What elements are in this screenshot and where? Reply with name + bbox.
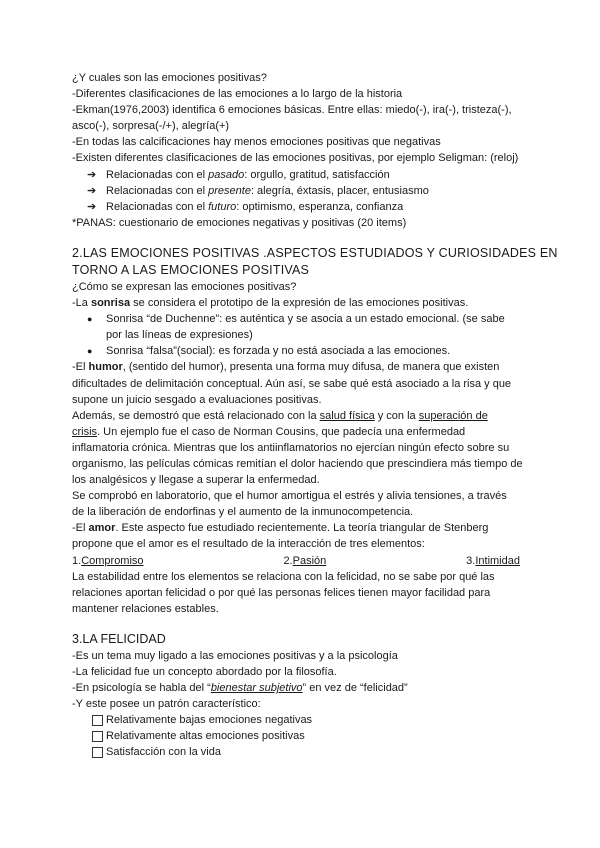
checkbox-icon[interactable] (92, 715, 103, 726)
triangle-elements (72, 553, 520, 569)
amor-line: -El amor. Este aspecto fue estudiado recientemente. La teoría triangular de Stenberg (72, 522, 489, 535)
bullet-icon: ● (87, 314, 93, 325)
ademas-line: inflamatoria crónica. Mientras que los antiinflamatorios no ejercían ningún efecto sobre su (72, 441, 510, 454)
checkbox-icon[interactable] (92, 731, 103, 742)
arrow-icon: ➔ (87, 200, 97, 213)
s1-line: -Diferentes clasificaciones de las emociones a lo largo de la historia (72, 88, 403, 101)
ademas-line: organismo, las películas cómicas remitían el dolor haciendo que prescindiera más tiempo de (72, 457, 523, 470)
sonrisa-line: -La sonrisa se considera el prototipo de la expresión de las emociones positivas. (72, 297, 469, 310)
bullet-item: ● Sonrisa “de Duchenne”: es auténtica y se asocia a un estado emocional. (se sabe por las líneas de expresiones) (87, 313, 505, 342)
estabilidad-line: La estabilidad entre los elementos se relaciona con la felicidad, no se sabe por qué las (72, 570, 495, 583)
s1-line: -En todas las calcificaciones hay menos emociones positivas que negativas (72, 136, 441, 149)
section-3-title: 3.LA FELICIDAD (72, 631, 166, 646)
s2-question: ¿Cómo se expresan las emociones positivas? (72, 280, 297, 293)
humor-line: dificultades de delimitación conceptual. Aún así, se sabe qué está asociado a la risa y que (72, 377, 512, 390)
section-2-title: 2.LAS EMOCIONES POSITIVAS .ASPECTOS ESTUDIADOS Y CURIOSIDADES EN TORNO A LAS EMOCIONES POSITIVAS (72, 245, 558, 277)
ademas-line: crisis. Un ejemplo fue el caso de Norman Cousins, que padecía una enfermedad (72, 425, 466, 438)
s1-question: ¿Y cuales son las emociones positivas? (72, 72, 267, 84)
checklist-item[interactable]: Satisfacción con la vida (72, 744, 532, 760)
s1-line: -Existen diferentes clasificaciones de las emociones positivas, por ejemplo Seligman: (reloj) (72, 152, 519, 165)
ademas-line: Además, se demostró que está relacionado con la salud física y con la superación de (72, 409, 488, 422)
lab-line: de la liberación de endorfinas y el aumento de la inmunocompetencia. (72, 506, 414, 519)
arrow-icon: ➔ (87, 184, 97, 197)
humor-line: supone un juicio sesgado a evaluaciones positivas. (72, 393, 322, 406)
element-intimidad: 3.Intimidad (466, 554, 520, 567)
checklist-item[interactable]: Relativamente bajas emociones negativas (72, 712, 532, 728)
ademas-line: los analgésicos y llegase a superar la enfermedad. (72, 474, 320, 487)
panas-note: *PANAS: cuestionario de emociones negativas y positivas (20 items) (72, 216, 407, 229)
humor-line: -El humor, (sentido del humor), presenta una forma muy difusa, de manera que existen (72, 361, 500, 374)
document-page (72, 70, 558, 761)
lab-line: Se comprobó en laboratorio, que el humor amortigua el estrés y alivia tensiones, a través (72, 490, 507, 503)
estabilidad-line: relaciones aportan felicidad o por qué las personas felices tienen mayor facilidad para (72, 586, 491, 599)
bullet-icon: ● (87, 346, 93, 357)
arrow-item: ➔ Relacionadas con el futuro: optimismo, esperanza, confianza (72, 199, 532, 215)
element-pasion: 2.Pasión (283, 554, 327, 567)
checklist-item[interactable]: Relativamente altas emociones positivas (72, 728, 532, 744)
s1-line: -Ekman(1976,2003) identifica 6 emociones básicas. Entre ellas: miedo(-), ira(-), tristeza(-), (72, 104, 512, 117)
s3-line: -La felicidad fue un concepto abordado por la filosofía. (72, 666, 337, 678)
s1-line: asco(-), sorpresa(-/+), alegría(+) (72, 120, 230, 133)
arrow-item: ➔ Relacionadas con el presente: alegría, éxtasis, placer, entusiasmo (72, 183, 532, 199)
amor-line: propone que el amor es el resultado de la interacción de tres elementos: (72, 538, 425, 551)
arrow-item: ➔ Relacionadas con el pasado: orgullo, gratitud, satisfacción (72, 167, 532, 183)
estabilidad-line: mantener relaciones estables. (72, 602, 219, 615)
checkbox-icon[interactable] (92, 747, 103, 758)
element-compromiso: 1.Compromiso (72, 554, 144, 567)
s3-line: -Y este posee un patrón característico: (72, 698, 261, 711)
s3-line: -Es un tema muy ligado a las emociones positivas y a la psicología (72, 649, 398, 662)
arrow-icon: ➔ (87, 168, 97, 181)
bullet-item: ● Sonrisa “falsa”(social): es forzada y no está asociada a las emociones. (72, 343, 532, 359)
s3-line: -En psicología se habla del “bienestar subjetivo” en vez de “felicidad” (72, 682, 408, 695)
